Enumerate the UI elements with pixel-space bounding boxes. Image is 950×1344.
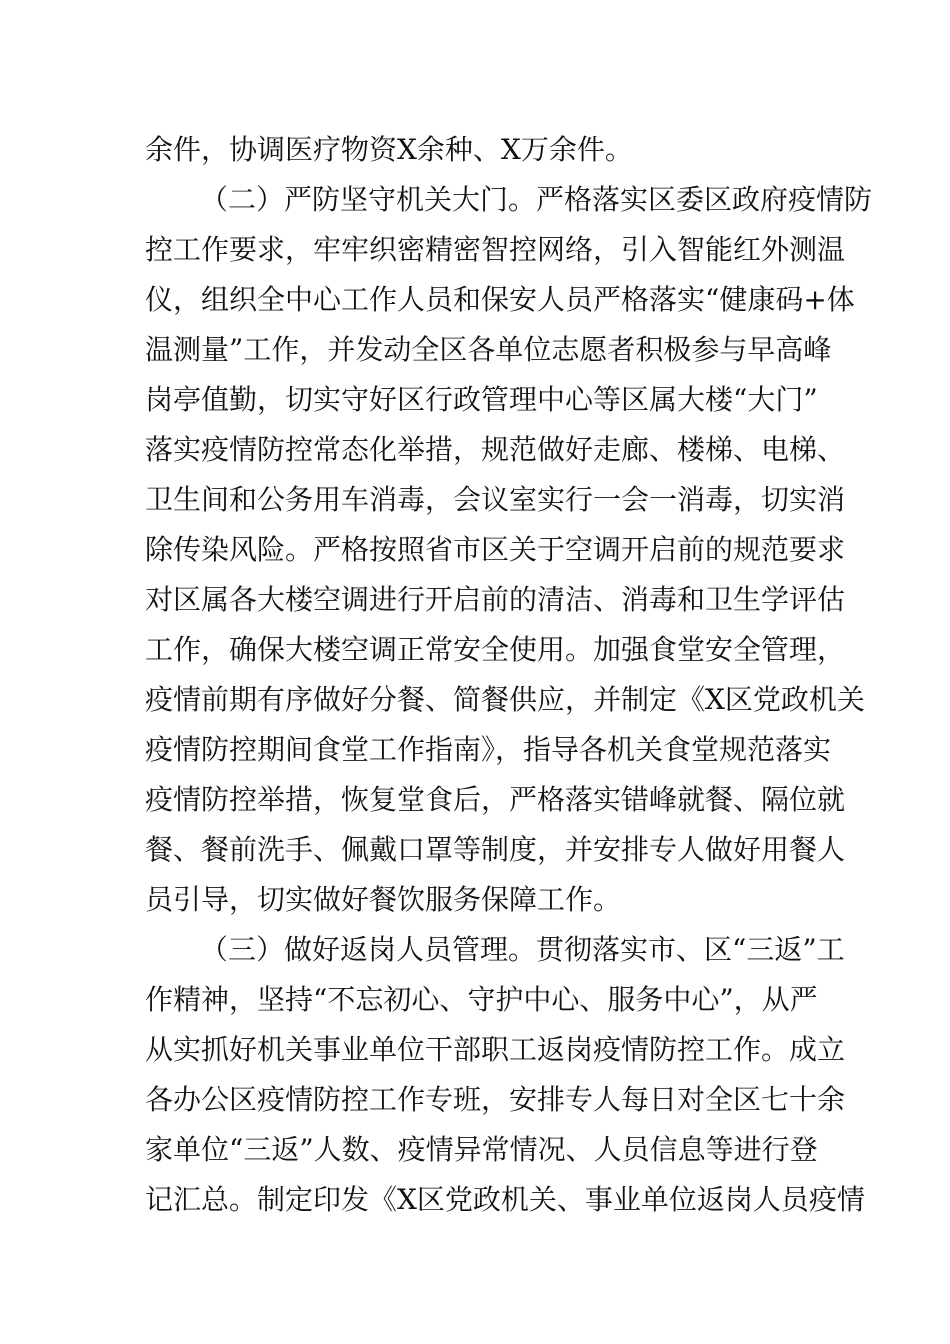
text-line: 餐、餐前洗手、佩戴口罩等制度，并安排专人做好用餐人 — [145, 833, 846, 866]
text-line: 岗亭值勤，切实守好区行政管理中心等区属大楼“大门” — [145, 383, 818, 416]
text-line: 记汇总。制定印发《X区党政机关、事业单位返岗人员疫情 — [145, 1183, 865, 1216]
text-line: 除传染风险。严格按照省市区关于空调开启前的规范要求 — [145, 533, 846, 566]
text-line: 余件，协调医疗物资X余种、X万余件。 — [145, 133, 633, 166]
text-line: 对区属各大楼空调进行开启前的清洁、消毒和卫生学评估 — [145, 583, 846, 616]
text-line: 从实抓好机关事业单位干部职工返岗疫情防控工作。成立 — [145, 1033, 846, 1066]
text-line: 工作，确保大楼空调正常安全使用。加强食堂安全管理， — [145, 633, 846, 666]
text-line: 疫情防控举措，恢复堂食后，严格落实错峰就餐、隔位就 — [145, 783, 846, 816]
text-line: 疫情前期有序做好分餐、简餐供应，并制定《X区党政机关 — [145, 683, 865, 716]
paragraph-heading-line: （二）严防坚守机关大门。严格落实区委区政府疫情防 — [200, 183, 873, 216]
text-line: 仪，组织全中心工作人员和保安人员严格落实“健康码+体 — [145, 283, 855, 316]
text-line: 控工作要求，牢牢织密精密智控网络，引入智能红外测温 — [145, 233, 846, 266]
text-line: 温测量”工作，并发动全区各单位志愿者积极参与早高峰 — [145, 333, 832, 366]
text-line: 各办公区疫情防控工作专班，安排专人每日对全区七十余 — [145, 1083, 846, 1116]
text-line: 家单位“三返”人数、疫情异常情况、人员信息等进行登 — [145, 1133, 818, 1166]
paragraph-heading-line: （三）做好返岗人员管理。贯彻落实市、区“三返”工 — [200, 933, 845, 966]
text-line: 员引导，切实做好餐饮服务保障工作。 — [145, 883, 622, 916]
text-line: 疫情防控期间食堂工作指南》，指导各机关食堂规范落实 — [145, 733, 832, 766]
text-line: 作精神，坚持“不忘初心、守护中心、服务中心”，从严 — [145, 983, 818, 1016]
text-line: 卫生间和公务用车消毒，会议室实行一会一消毒，切实消 — [145, 483, 846, 516]
text-line: 落实疫情防控常态化举措，规范做好走廊、楼梯、电梯、 — [145, 433, 846, 466]
